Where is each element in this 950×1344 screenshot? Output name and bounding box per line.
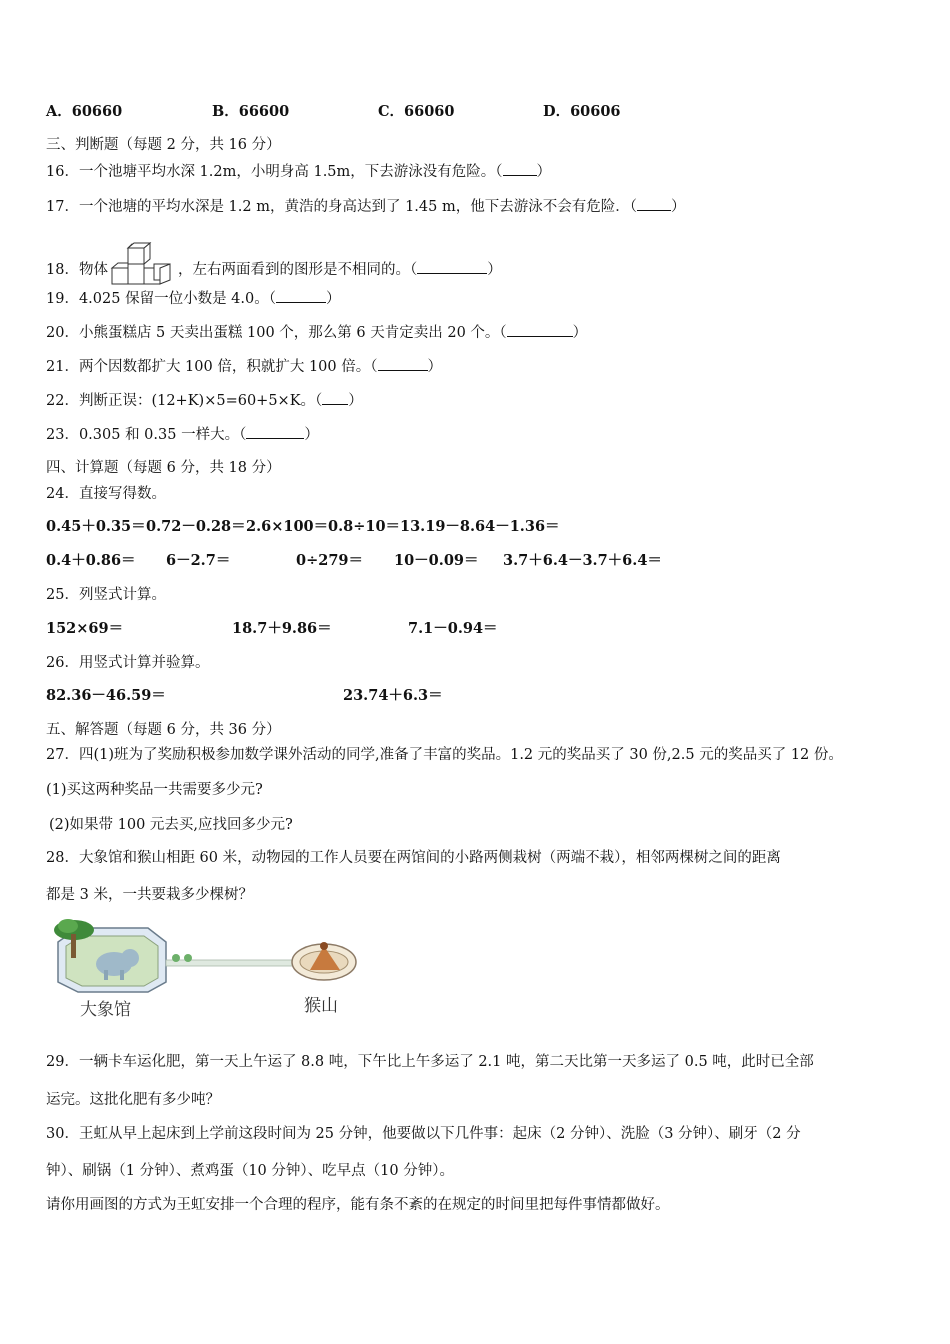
q24-item: 0.4＋0.86＝: [46, 552, 136, 569]
label-elephant-house: 大象馆: [80, 1000, 131, 1020]
question-16: 16．一个池塘平均水深 1.2m，小明身高 1.5m，下去游泳没有危险。（ ）: [46, 161, 551, 182]
question-21-text: 21．两个因数都扩大 100 倍，积就扩大 100 倍。: [46, 359, 371, 375]
question-23-text: 23．0.305 和 0.35 一样大。: [46, 427, 240, 443]
question-30-line-1: 30．王虹从早上起床到上学前这段时间为 25 分钟，他要做以下几件事：起床（2 分钟）、洗脸（3 分钟）、刷牙（2 分: [46, 1126, 801, 1142]
zoo-illustration: [48, 912, 368, 1024]
question-17-text: 17．一个池塘的平均水深是 1.2 m，黄浩的身高达到了 1.45 m，他下去游泳不会有危险．: [46, 199, 630, 215]
question-16-text: 16．一个池塘平均水深 1.2m，小明身高 1.5m，下去游泳没有危险。: [46, 164, 496, 180]
question-30-line-3: 请你用画图的方式为王虹安排一个合理的程序，能有条不紊的在规定的时间里把每件事情都做好。: [46, 1197, 670, 1213]
q24-item: 13.19－8.64－1.36＝: [400, 518, 560, 535]
question-27: 27．四(1)班为了奖励积极参加数学课外活动的同学,准备了丰富的奖品。1.2 元的奖品买了 30 份,2.5 元的奖品买了 12 份。: [46, 747, 843, 763]
q24-item: 0.72－0.28＝: [146, 518, 246, 535]
question-26: 26．用竖式计算并验算。: [46, 655, 210, 671]
question-28-line-2: 都是 3 米，一共要栽多少棵树？: [46, 887, 253, 903]
q24-item: 0÷279＝: [296, 552, 364, 569]
question-25: 25．列竖式计算。: [46, 587, 166, 603]
question-27-part-1: (1)买这两种奖品一共需要多少元?: [46, 782, 263, 798]
question-19: 19．4.025 保留一位小数是 4.0。（ ）: [46, 288, 341, 309]
question-24: 24．直接写得数。: [46, 486, 166, 502]
question-18-text-b: ，左右两面看到的图形是不相同的。: [177, 262, 410, 278]
question-23: 23．0.305 和 0.35 一样大。（ ）: [46, 424, 319, 445]
q25-item: 152×69＝: [46, 620, 124, 637]
question-19-text: 19．4.025 保留一位小数是 4.0。: [46, 291, 269, 307]
question-30-line-2: 钟）、刷锅（1 分钟）、煮鸡蛋（10 分钟）、吃早点（10 分钟）。: [46, 1163, 454, 1179]
label-monkey-hill: 猴山: [304, 996, 338, 1016]
option-d: D．60606: [543, 103, 621, 120]
q24-item: 3.7＋6.4－3.7＋6.4＝: [503, 552, 662, 569]
option-b: B．66600: [212, 103, 290, 120]
question-29-line-1: 29．一辆卡车运化肥，第一天上午运了 8.8 吨，下午比上午多运了 2.1 吨，第二天比第一天多运了 0.5 吨，此时已全部: [46, 1054, 814, 1070]
question-28-line-1: 28．大象馆和猴山相距 60 米，动物园的工作人员要在两馆间的小路两侧栽树（两端不栽），相邻两棵树之间的距离: [46, 850, 781, 866]
q25-item: 7.1－0.94＝: [408, 620, 498, 637]
question-27-part-2: (2)如果带 100 元去买,应找回多少元?: [49, 817, 293, 833]
option-a: A．60660: [46, 103, 123, 120]
section-3-title: 三、判断题（每题 2 分，共 16 分）: [46, 137, 281, 153]
question-17: 17．一个池塘的平均水深是 1.2 m，黄浩的身高达到了 1.45 m，他下去游泳不会有危险．（ ）: [46, 196, 685, 217]
q24-item: 10－0.09＝: [394, 552, 479, 569]
q24-item: 2.6×100＝: [246, 518, 329, 535]
question-18-text-a: 18．物体: [46, 262, 108, 278]
question-18: 18．物体 ，左右两面看到的图形是不相同的。（ ）: [46, 242, 502, 288]
section-4-title: 四、计算题（每题 6 分，共 18 分）: [46, 460, 281, 476]
q24-item: 0.8÷10＝: [328, 518, 401, 535]
q24-item: 6－2.7＝: [166, 552, 231, 569]
question-21: 21．两个因数都扩大 100 倍，积就扩大 100 倍。（ ）: [46, 356, 442, 377]
question-29-line-2: 运完。这批化肥有多少吨？: [46, 1092, 220, 1108]
question-20-text: 20．小熊蛋糕店 5 天卖出蛋糕 100 个，那么第 6 天肯定卖出 20 个。: [46, 325, 500, 341]
question-22-text: 22．判断正误：(12+K)×5=60+5×K。: [46, 393, 316, 409]
q26-item: 82.36－46.59＝: [46, 687, 166, 704]
question-22: 22．判断正误：(12+K)×5=60+5×K。（ ）: [46, 390, 363, 411]
q24-item: 0.45＋0.35＝: [46, 518, 146, 535]
q26-item: 23.74＋6.3＝: [343, 687, 443, 704]
cube-figure: [110, 242, 176, 288]
question-20: 20．小熊蛋糕店 5 天卖出蛋糕 100 个，那么第 6 天肯定卖出 20 个。（ ）: [46, 322, 587, 343]
option-c: C．66060: [378, 103, 455, 120]
q25-item: 18.7＋9.86＝: [232, 620, 332, 637]
section-5-title: 五、解答题（每题 6 分，共 36 分）: [46, 722, 281, 738]
